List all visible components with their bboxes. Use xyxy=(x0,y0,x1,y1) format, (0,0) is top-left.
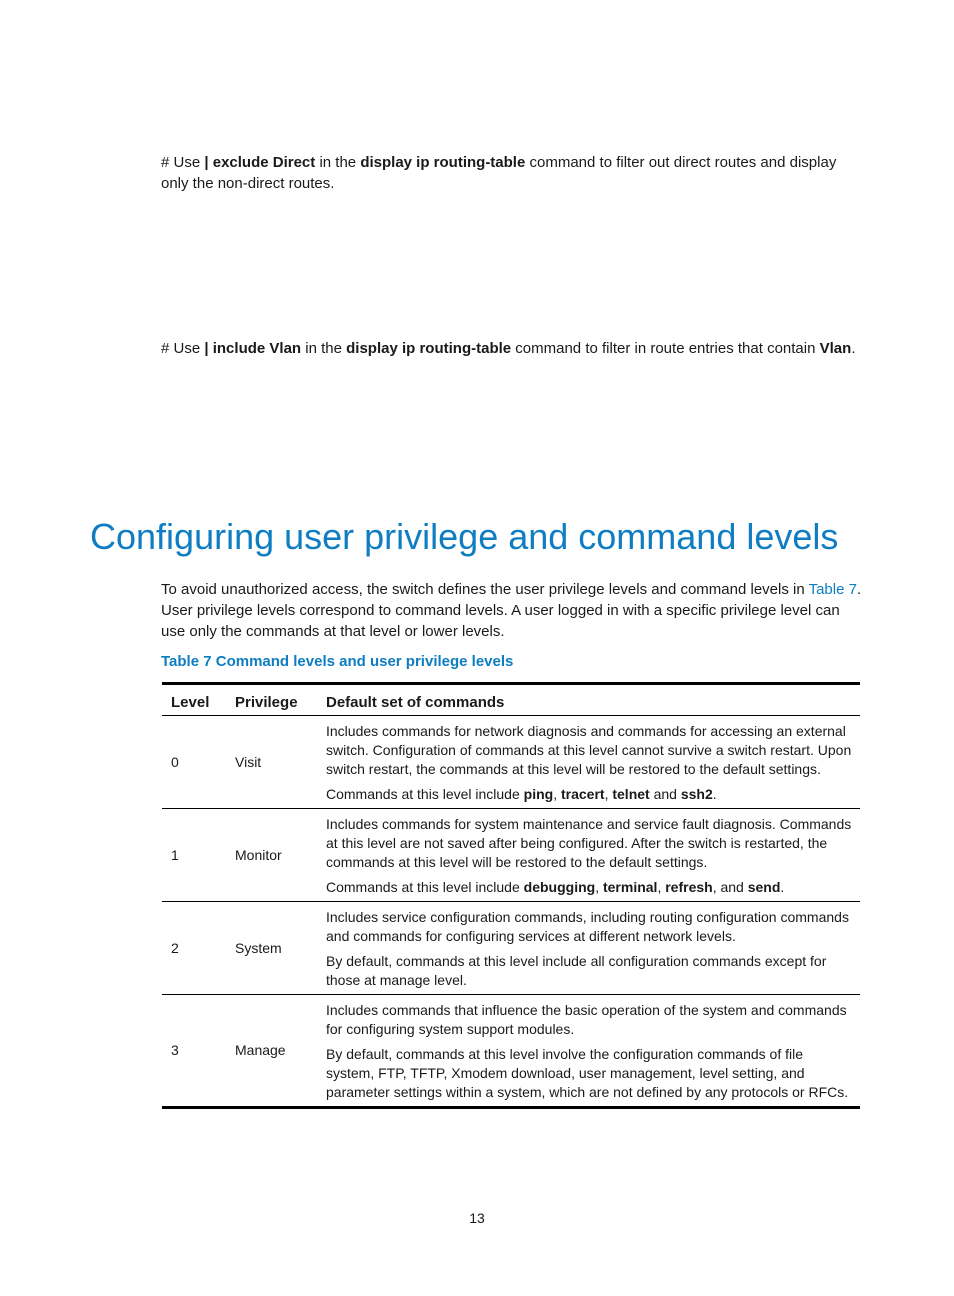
privilege-cell: Manage xyxy=(235,1042,286,1058)
text-segment: . xyxy=(851,340,856,357)
level-cell: 1 xyxy=(171,846,179,863)
table-row xyxy=(162,716,860,809)
command-levels-table xyxy=(162,682,860,1109)
text-segment: in the xyxy=(301,340,347,357)
privilege-cell: System xyxy=(235,939,282,956)
text-segment: , xyxy=(595,879,603,895)
command-keyword: debugging xyxy=(523,879,596,895)
command-keyword: display ip routing-table xyxy=(346,340,512,357)
section-intro-paragraph xyxy=(161,579,864,642)
commands-description: Includes commands for system maintenance and service fault diagnosis. Commands at this level are not saved after being configured. After the switch is restarted, the commands at this level will be restored to the default settings. xyxy=(326,816,852,870)
match-keyword: Vlan xyxy=(819,340,852,357)
column-header-commands: Default set of commands xyxy=(326,694,505,711)
command-keyword: ping xyxy=(523,786,554,802)
privilege-cell: Visit xyxy=(235,753,262,770)
filter-keyword: | exclude Direct xyxy=(204,154,316,171)
command-keyword: display ip routing-table xyxy=(360,154,526,171)
column-header-privilege: Privilege xyxy=(235,694,298,711)
text-segment: and xyxy=(649,786,681,802)
text-segment: Commands at this level include xyxy=(326,786,524,802)
text-segment: command to filter out direct routes and display only the non-direct routes. xyxy=(161,154,837,192)
table-row xyxy=(162,995,860,1108)
text-segment: . User privilege levels correspond to command levels. A user logged in with a specific privilege level can use only the commands at that level or lower levels. xyxy=(161,581,862,640)
text-segment: . xyxy=(780,879,785,895)
page-number: 13 xyxy=(469,1210,485,1226)
command-keyword: refresh xyxy=(665,879,713,895)
commands-cell xyxy=(317,995,860,1108)
command-keyword: telnet xyxy=(612,786,650,802)
text-segment: , xyxy=(657,879,666,895)
include-filter-paragraph xyxy=(161,338,864,359)
exclude-filter-paragraph xyxy=(161,152,864,194)
column-header-level: Level xyxy=(171,694,210,711)
command-keyword: tracert xyxy=(560,786,605,802)
commands-note: By default, commands at this level involve the configuration commands of file system, FTP, TFTP, Xmodem download, user management, level setting, and parameter settings within a system, which are not defined by any protocols or RFCs. xyxy=(326,1046,849,1100)
level-cell: 0 xyxy=(171,753,179,770)
table-cross-reference-link[interactable]: Table 7 xyxy=(808,581,857,598)
text-segment: command to filter in route entries that contain xyxy=(511,340,820,357)
text-segment: # Use xyxy=(161,154,205,171)
level-cell: 3 xyxy=(171,1042,179,1058)
commands-description: Includes commands for network diagnosis and commands for accessing an external switch. Configuration of commands at this level cannot survive a switch restart. Upon switch restart, the commands at this level will be restored to the default settings. xyxy=(326,723,852,777)
filter-keyword: | include Vlan xyxy=(204,340,302,357)
commands-description: Includes commands that influence the basic operation of the system and commands for configuring system support modules. xyxy=(326,1002,847,1037)
section-heading: Configuring user privilege and command levels xyxy=(90,516,839,557)
commands-note: By default, commands at this level include all configuration commands except for those at manage level. xyxy=(326,953,827,988)
commands-cell xyxy=(317,809,860,902)
level-cell: 2 xyxy=(171,939,179,956)
text-segment: . xyxy=(712,786,717,802)
table-row xyxy=(162,809,860,902)
text-segment: Commands at this level include xyxy=(326,879,524,895)
commands-note xyxy=(326,878,852,897)
commands-cell xyxy=(317,716,860,809)
commands-description: Includes service configuration commands, including routing configuration commands and commands for configuring services at different network levels. xyxy=(326,909,849,944)
text-segment: in the xyxy=(315,154,361,171)
command-keyword: send xyxy=(747,879,781,895)
commands-note xyxy=(326,785,852,804)
text-segment: , and xyxy=(712,879,748,895)
table-header-row xyxy=(162,684,860,716)
text-segment: , xyxy=(553,786,561,802)
command-keyword: ssh2 xyxy=(680,786,713,802)
command-keyword: terminal xyxy=(602,879,658,895)
table-row xyxy=(162,902,860,995)
table-caption: Table 7 Command levels and user privilege levels xyxy=(161,653,514,670)
privilege-cell: Monitor xyxy=(235,846,282,863)
commands-cell xyxy=(317,902,860,995)
text-segment: , xyxy=(604,786,613,802)
text-segment: # Use xyxy=(161,340,205,357)
text-segment: To avoid unauthorized access, the switch defines the user privilege levels and command levels in xyxy=(161,581,809,598)
